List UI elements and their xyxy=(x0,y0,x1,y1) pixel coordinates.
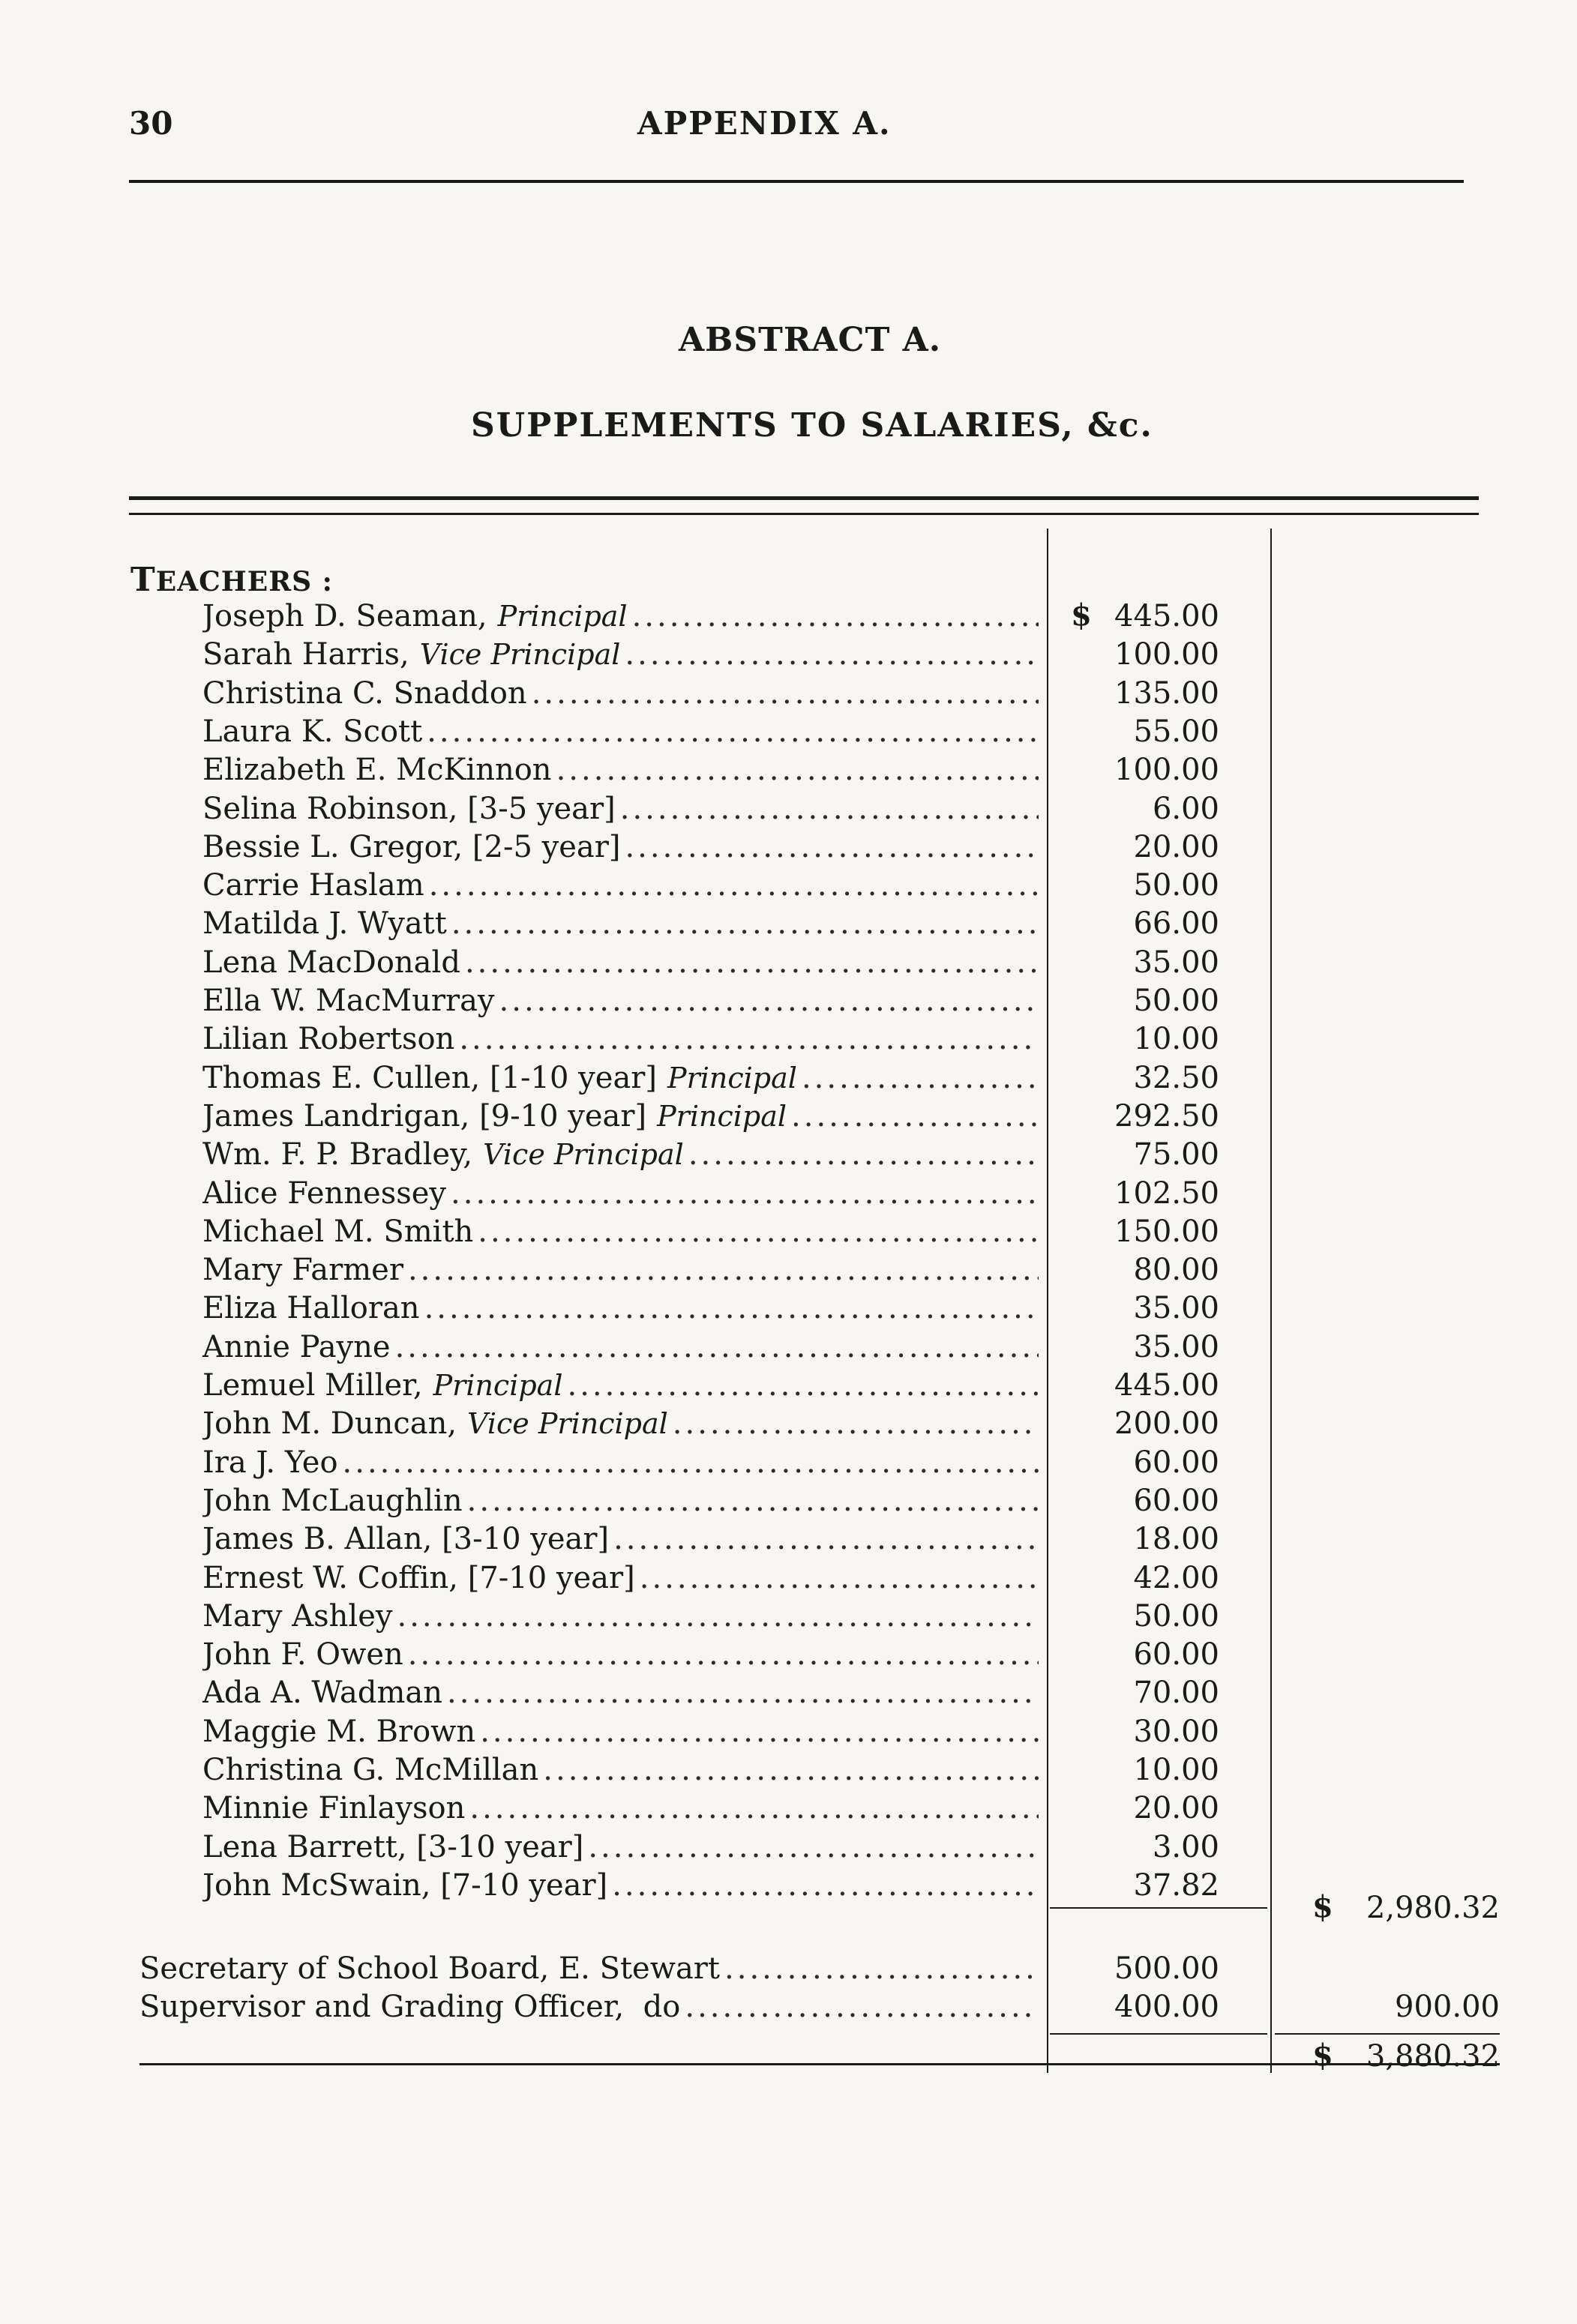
officer-row xyxy=(0,1988,1577,2026)
leader-dots xyxy=(343,1444,1039,1481)
teacher-name: Sarah Harris, xyxy=(202,637,409,672)
teacher-row xyxy=(0,944,1577,981)
leader-dots xyxy=(588,1828,1039,1866)
leader-dots xyxy=(424,1289,1039,1327)
leader-dots xyxy=(632,597,1039,635)
teacher-entry xyxy=(202,1328,1039,1366)
teacher-amount: 35.00 xyxy=(1133,945,1219,980)
teacher-name: Joseph D. Seaman, xyxy=(202,599,487,633)
teacher-row xyxy=(0,1520,1577,1558)
teacher-name: James B. Allan, [3-10 year] xyxy=(202,1522,610,1557)
teacher-name: Eliza Halloran xyxy=(202,1291,420,1326)
teacher-amount: 60.00 xyxy=(1133,1445,1219,1480)
teacher-name: Lilian Robertson xyxy=(202,1022,455,1057)
teacher-name: Laura K. Scott xyxy=(202,714,423,749)
teacher-entry xyxy=(202,1405,1039,1442)
teacher-row xyxy=(0,982,1577,1020)
teachers-total: 2,980.32 xyxy=(1366,1891,1500,1925)
teacher-amount: 42.00 xyxy=(1133,1560,1219,1595)
running-head: APPENDIX A. xyxy=(637,105,892,142)
teacher-amount: 66.00 xyxy=(1133,906,1219,942)
officer-entry xyxy=(139,1988,1039,2026)
teacher-entry xyxy=(202,1444,1039,1481)
teacher-row xyxy=(0,1136,1577,1173)
teacher-row xyxy=(0,1789,1577,1827)
teacher-entry xyxy=(202,1867,1039,1904)
teacher-row xyxy=(0,1020,1577,1058)
teacher-name: John M. Duncan, xyxy=(202,1406,457,1442)
teacher-name: Christina G. McMillan xyxy=(202,1753,539,1787)
leader-dots xyxy=(568,1367,1039,1404)
teacher-row xyxy=(0,1828,1577,1866)
teacher-amount: 10.00 xyxy=(1133,1022,1219,1057)
teacher-row xyxy=(0,1482,1577,1520)
teacher-row xyxy=(0,636,1577,673)
teacher-role: Principal xyxy=(667,1061,797,1095)
teacher-row xyxy=(0,1367,1577,1404)
header-rule xyxy=(129,180,1464,183)
teacher-role: Vice Principal xyxy=(483,1138,684,1172)
teacher-amount: 20.00 xyxy=(1133,829,1219,864)
teacher-amount: 50.00 xyxy=(1133,984,1219,1018)
leader-dots xyxy=(447,1674,1039,1712)
teacher-row xyxy=(0,1213,1577,1250)
teacher-amount: 50.00 xyxy=(1133,1598,1219,1634)
teacher-entry xyxy=(202,1367,1039,1404)
teacher-row xyxy=(0,1444,1577,1481)
teacher-name: Wm. F. P. Bradley, xyxy=(202,1137,473,1172)
leader-dots xyxy=(451,1175,1039,1212)
teacher-entry xyxy=(202,675,1039,712)
teacher-role: Vice Principal xyxy=(467,1407,668,1441)
teacher-row xyxy=(0,790,1577,828)
teacher-name: Carrie Haslam xyxy=(202,868,424,903)
teacher-name: Lena MacDonald xyxy=(202,945,460,980)
teacher-amount: 60.00 xyxy=(1133,1483,1219,1518)
teacher-name: Lena Barrett, [3-10 year] xyxy=(202,1829,584,1864)
leader-dots xyxy=(469,1789,1039,1827)
leader-dots xyxy=(465,944,1039,981)
teacher-amount: 445.00 xyxy=(1114,599,1219,633)
teacher-entry xyxy=(202,1289,1039,1327)
teachers-total-dollar-sign: $ xyxy=(1312,1889,1333,1924)
leader-dots xyxy=(451,905,1039,942)
leader-dots xyxy=(625,828,1039,866)
leader-dots xyxy=(459,1020,1039,1058)
teacher-role: Principal xyxy=(657,1099,787,1133)
teacher-entry xyxy=(202,713,1039,750)
teacher-name: John F. Owen xyxy=(202,1637,403,1673)
teacher-entry xyxy=(202,751,1039,789)
teacher-name: Ernest W. Coffin, [7-10 year] xyxy=(202,1560,635,1595)
section-label-rest: EACHERS : xyxy=(155,566,333,597)
teacher-row xyxy=(0,1598,1577,1635)
teacher-name: Lemuel Miller, xyxy=(202,1368,423,1403)
teacher-amount: 6.00 xyxy=(1152,791,1219,826)
officer-amount: 500.00 xyxy=(1114,1951,1219,1986)
teacher-entry xyxy=(202,1520,1039,1558)
final-amount-rule xyxy=(1050,2033,1267,2035)
leader-dots xyxy=(685,1988,1039,2026)
teacher-amount: 30.00 xyxy=(1133,1714,1219,1749)
teacher-amount: 35.00 xyxy=(1133,1329,1219,1364)
teacher-name: Mary Ashley xyxy=(202,1598,393,1634)
teacher-amount: 75.00 xyxy=(1133,1137,1219,1172)
leader-dots xyxy=(791,1098,1039,1135)
teacher-entry xyxy=(202,1059,1039,1097)
leader-dots xyxy=(640,1559,1039,1597)
teacher-row xyxy=(0,828,1577,866)
teacher-amount: 100.00 xyxy=(1114,753,1219,788)
teacher-row xyxy=(0,1251,1577,1289)
teacher-amount: 60.00 xyxy=(1133,1637,1219,1673)
grand-total-dollar-sign: $ xyxy=(1312,2038,1333,2073)
section-label-initial: T xyxy=(130,561,156,599)
teacher-amount: 150.00 xyxy=(1114,1214,1219,1249)
teacher-entry xyxy=(202,597,1039,635)
teacher-row xyxy=(0,1751,1577,1789)
teacher-entry xyxy=(202,1251,1039,1289)
teacher-entry xyxy=(202,1559,1039,1597)
teacher-amount: 18.00 xyxy=(1133,1522,1219,1557)
teacher-amount: 50.00 xyxy=(1133,868,1219,903)
teacher-name: Thomas E. Cullen, [1-10 year] xyxy=(202,1060,658,1095)
teacher-row xyxy=(0,905,1577,942)
grand-total: 3,880.32 xyxy=(1366,2039,1500,2074)
teacher-amount: 3.00 xyxy=(1152,1829,1219,1864)
amount-subtotal-rule xyxy=(1050,1907,1267,1909)
teacher-amount: 100.00 xyxy=(1114,637,1219,672)
officer-entry xyxy=(139,1950,1039,1987)
teacher-amount: 80.00 xyxy=(1133,1253,1219,1288)
teacher-amount: 445.00 xyxy=(1114,1368,1219,1403)
leader-dots xyxy=(478,1213,1039,1250)
teacher-entry xyxy=(202,1136,1039,1173)
teacher-entry xyxy=(202,944,1039,981)
teacher-row xyxy=(0,675,1577,712)
teacher-name: James Landrigan, [9-10 year] xyxy=(202,1098,647,1134)
teacher-entry xyxy=(202,1674,1039,1712)
teacher-entry xyxy=(202,1020,1039,1058)
leader-dots xyxy=(408,1251,1039,1289)
teacher-entry xyxy=(202,982,1039,1020)
teacher-row xyxy=(0,1405,1577,1442)
teacher-entry xyxy=(202,1713,1039,1750)
teacher-amount: 135.00 xyxy=(1114,675,1219,711)
leader-dots xyxy=(480,1713,1039,1750)
teacher-name: John McLaughlin xyxy=(202,1483,463,1518)
teacher-amount: 200.00 xyxy=(1114,1406,1219,1442)
teacher-name: Bessie L. Gregor, [2-5 year] xyxy=(202,829,621,864)
teacher-name: John McSwain, [7-10 year] xyxy=(202,1867,608,1903)
teacher-amount: 70.00 xyxy=(1133,1676,1219,1711)
teacher-amount: 37.82 xyxy=(1133,1867,1219,1903)
teacher-entry xyxy=(202,1789,1039,1827)
teacher-entry xyxy=(202,867,1039,904)
teacher-entry xyxy=(202,790,1039,828)
leader-dots xyxy=(620,790,1039,828)
leader-dots xyxy=(556,751,1039,789)
teacher-role: Principal xyxy=(497,600,628,633)
teacher-row xyxy=(0,1559,1577,1597)
teacher-name: Michael M. Smith xyxy=(202,1214,474,1249)
double-rule-top xyxy=(129,496,1479,500)
leader-dots xyxy=(612,1867,1039,1904)
leader-dots xyxy=(543,1751,1039,1789)
leader-dots xyxy=(427,713,1039,750)
teacher-entry xyxy=(202,905,1039,942)
leader-dots xyxy=(625,636,1039,673)
page-number: 30 xyxy=(129,105,173,142)
officer-amount: 400.00 xyxy=(1114,1990,1219,2024)
teacher-row xyxy=(0,1098,1577,1135)
teacher-entry xyxy=(202,1598,1039,1635)
teacher-name: Alice Fennessey xyxy=(202,1175,447,1211)
teacher-name: Maggie M. Brown xyxy=(202,1714,476,1749)
teacher-row xyxy=(0,1674,1577,1712)
leader-dots xyxy=(688,1136,1039,1173)
teacher-row xyxy=(0,1175,1577,1212)
leader-dots xyxy=(802,1059,1039,1097)
teacher-role: Principal xyxy=(433,1369,563,1402)
teacher-entry xyxy=(202,1482,1039,1520)
teacher-row xyxy=(0,867,1577,904)
teacher-entry xyxy=(202,1175,1039,1212)
leader-dots xyxy=(395,1328,1039,1366)
leader-dots xyxy=(467,1482,1039,1520)
teacher-row xyxy=(0,1289,1577,1327)
final-total-rule xyxy=(1275,2033,1500,2035)
teacher-entry xyxy=(202,1636,1039,1673)
teacher-amount: 20.00 xyxy=(1133,1791,1219,1826)
officers-total: 900.00 xyxy=(1395,1990,1500,2024)
abstract-title: ABSTRACT A. xyxy=(679,321,942,359)
teacher-name: Christina C. Snaddon xyxy=(202,675,527,711)
leader-dots xyxy=(429,867,1039,904)
teacher-entry xyxy=(202,1751,1039,1789)
teacher-name: Minnie Finlayson xyxy=(202,1791,466,1826)
leader-dots xyxy=(499,982,1039,1020)
teacher-role: Vice Principal xyxy=(419,638,621,672)
teacher-name: Ira J. Yeo xyxy=(202,1445,338,1480)
teacher-name: Ada A. Wadman xyxy=(202,1676,442,1711)
teacher-amount: 102.50 xyxy=(1114,1175,1219,1211)
teacher-amount: 10.00 xyxy=(1133,1753,1219,1787)
leader-dots xyxy=(613,1520,1039,1558)
officer-row xyxy=(0,1950,1577,1987)
amount-dollar-sign: $ xyxy=(1071,597,1092,633)
teacher-amount: 55.00 xyxy=(1133,714,1219,749)
teacher-amount: 35.00 xyxy=(1133,1291,1219,1326)
teacher-name: Selina Robinson, [3-5 year] xyxy=(202,791,616,826)
teacher-name: Ella W. MacMurray xyxy=(202,984,495,1018)
teacher-row xyxy=(0,1636,1577,1673)
teacher-name: Annie Payne xyxy=(202,1329,391,1364)
teacher-amount: 32.50 xyxy=(1133,1060,1219,1095)
officer-name: Supervisor and Grading Officer, do xyxy=(139,1990,681,2024)
teacher-name: Elizabeth E. McKinnon xyxy=(202,753,552,788)
teacher-entry xyxy=(202,828,1039,866)
teacher-row xyxy=(0,1059,1577,1097)
double-rule-bottom xyxy=(129,513,1479,515)
teacher-name: Matilda J. Wyatt xyxy=(202,906,447,942)
teacher-row xyxy=(0,1328,1577,1366)
teacher-entry xyxy=(202,636,1039,673)
teacher-row xyxy=(0,751,1577,789)
teacher-amount: 292.50 xyxy=(1114,1098,1219,1134)
leader-dots xyxy=(724,1950,1039,1987)
teacher-row xyxy=(0,597,1577,635)
section-label-teachers xyxy=(130,561,333,599)
officer-name: Secretary of School Board, E. Stewart xyxy=(139,1951,721,1986)
teacher-entry xyxy=(202,1828,1039,1866)
leader-dots xyxy=(532,675,1039,712)
teacher-row xyxy=(0,1713,1577,1750)
teacher-row xyxy=(0,713,1577,750)
leader-dots xyxy=(397,1598,1039,1635)
abstract-subtitle: SUPPLEMENTS TO SALARIES, &c. xyxy=(471,406,1153,445)
leader-dots xyxy=(673,1405,1039,1442)
teacher-entry xyxy=(202,1098,1039,1135)
teacher-entry xyxy=(202,1213,1039,1250)
leader-dots xyxy=(408,1636,1039,1673)
teacher-name: Mary Farmer xyxy=(202,1253,403,1288)
